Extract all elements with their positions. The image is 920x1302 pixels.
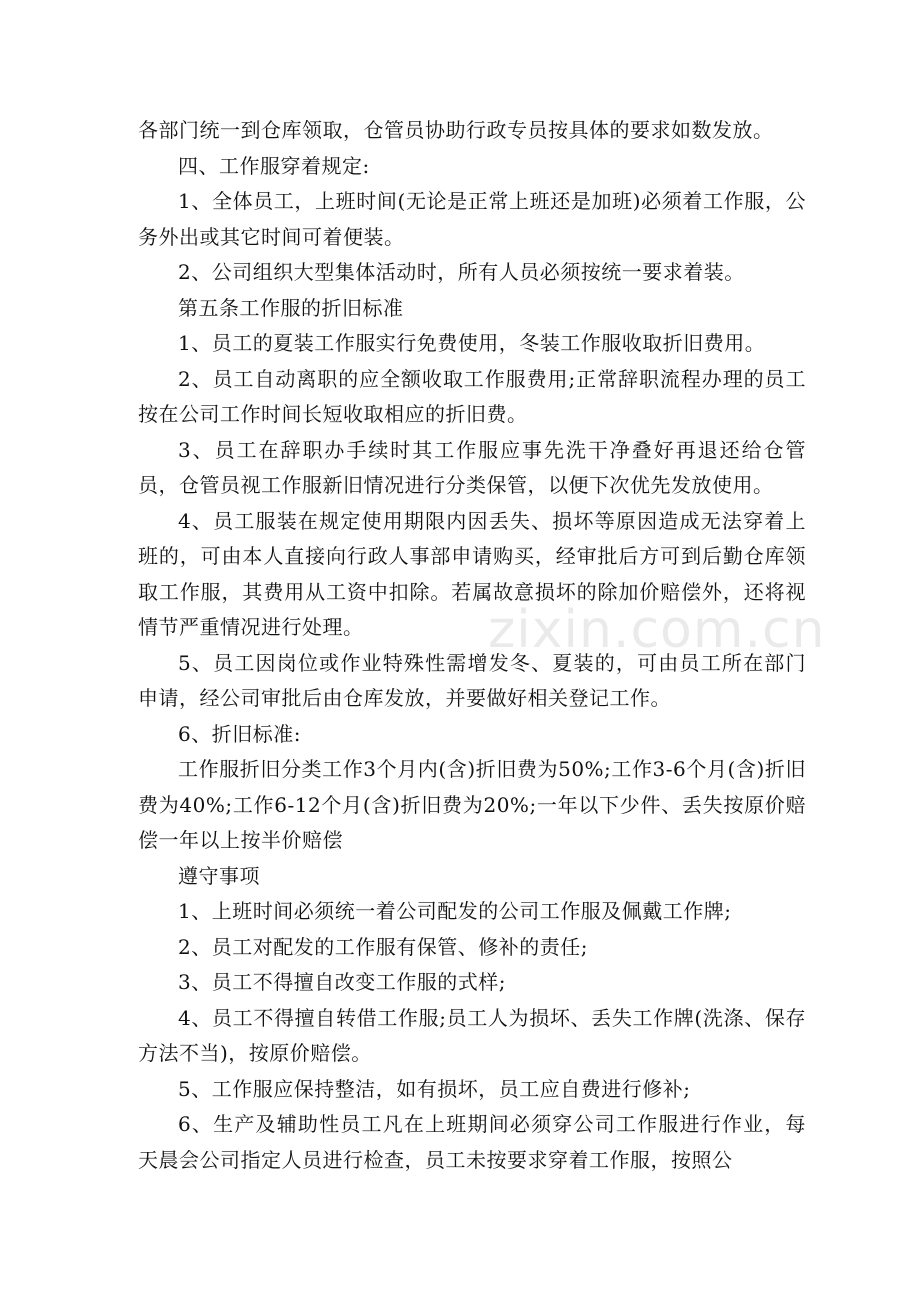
paragraph-depreciation-4: 4、员工服装在规定使用期限内因丢失、损坏等原因造成无法穿着上班的，可由本人直接向行政人事部申请购买，经审批后方可到后勤仓库领取工作服，其费用从工资中扣除。若属故意损坏的除加价赔偿外，还将视情节严重情况进行处理。 xyxy=(138,508,806,639)
paragraph-depreciation-6: 6、折旧标准: xyxy=(178,721,301,746)
paragraph-compliance-2: 2、员工对配发的工作服有保管、修补的责任; xyxy=(178,934,588,959)
paragraph-continuation: 各部门统一到仓库领取，仓管员协助行政专员按具体的要求如数发放。 xyxy=(138,118,774,142)
paragraph-compliance-3: 3、员工不得擅自改变工作服的式样; xyxy=(178,970,506,994)
paragraph-compliance-1: 1、上班时间必须统一着公司配发的公司工作服及佩戴工作牌; xyxy=(178,899,732,923)
paragraph-compliance-4: 4、员工不得擅自转借工作服;员工人为损坏、丢失工作牌(洗涤、保存方法不当)，按原价赔偿。 xyxy=(138,1005,806,1065)
section-heading-uniform-rules: 四、工作服穿着规定: xyxy=(178,153,370,178)
paragraph-depreciation-2: 2、员工自动离职的应全额收取工作服费用;正常辞职流程办理的员工按在公司工作时间长短收取相应的折旧费。 xyxy=(138,366,806,426)
paragraph-compliance-5: 5、工作服应保持整洁，如有损坏，员工应自费进行修补; xyxy=(178,1076,691,1101)
paragraph-depreciation-5: 5、员工因岗位或作业特殊性需增发冬、夏装的，可由员工所在部门申请，经公司审批后由仓库发放，并要做好相关登记工作。 xyxy=(138,650,806,710)
document-body xyxy=(138,113,806,1178)
paragraph-depreciation-3: 3、员工在辞职办手续时其工作服应事先洗干净叠好再退还给仓管员，仓管员视工作服新旧情况进行分类保管，以便下次优先发放使用。 xyxy=(138,437,806,497)
section-heading-depreciation: 第五条工作服的折旧标准 xyxy=(178,295,404,320)
paragraph-rule-2: 2、公司组织大型集体活动时，所有人员必须按统一要求着装。 xyxy=(178,260,745,284)
section-heading-compliance: 遵守事项 xyxy=(178,863,260,888)
paragraph-compliance-6: 6、生产及辅助性员工凡在上班期间必须穿公司工作服进行作业，每天晨会公司指定人员进行检查，员工未按要求穿着工作服，按照公 xyxy=(138,1112,806,1172)
paragraph-depreciation-standard: 工作服折旧分类工作3个月内(含)折旧费为50%;工作3-6个月(含)折旧费为40%;工作6-12个月(含)折旧费为20%;一年以下少件、丢失按原价赔偿一年以上按半价赔偿 xyxy=(138,757,806,852)
paragraph-rule-1: 1、全体员工，上班时间(无论是正常上班还是加班)必须着工作服，公务外出或其它时间可着便装。 xyxy=(138,189,806,249)
paragraph-depreciation-1: 1、员工的夏装工作服实行免费使用，冬装工作服收取折旧费用。 xyxy=(178,331,766,355)
watermark: zixin.com.cn xyxy=(488,600,826,660)
